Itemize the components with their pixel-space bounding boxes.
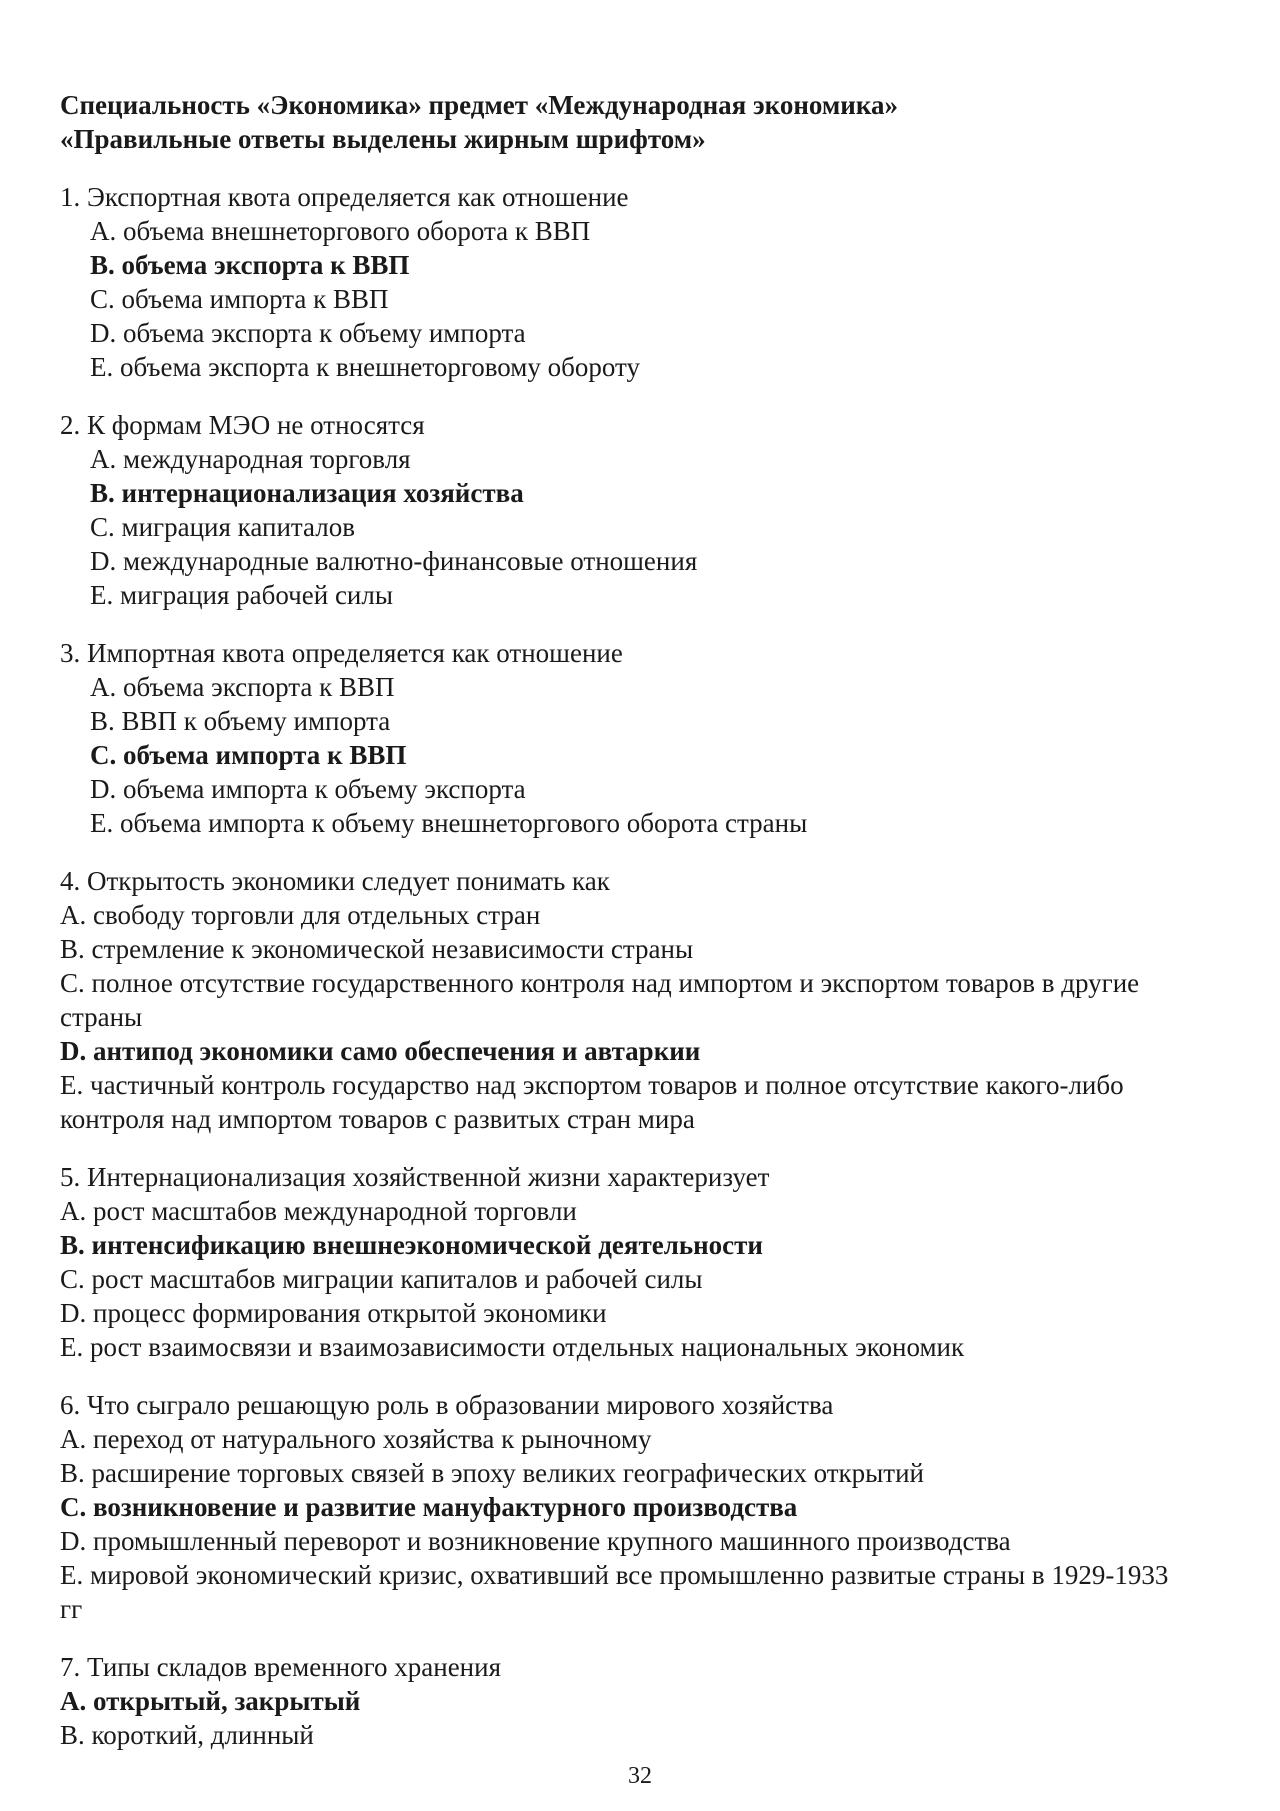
answer-option-d: D. процесс формирования открытой экономики <box>60 1298 607 1328</box>
answer-option-a: A. международная торговля <box>90 444 411 474</box>
answer-option-b: B. ВВП к объему импорта <box>90 706 391 736</box>
question-2 <box>60 408 1190 612</box>
answer-option-c: C. миграция капиталов <box>90 512 355 542</box>
answer-option-d: D. объема экспорта к объему импорта <box>90 318 526 348</box>
answer-option-c: C. полное отсутствие государственного контроля над импортом и экспортом товаров в другие страны <box>60 968 1140 1032</box>
question-4 <box>60 864 1190 1136</box>
answer-option-b-correct: B. интенсификацию внешнеэкономической деятельности <box>60 1230 763 1260</box>
answer-option-a-correct: A. открытый, закрытый <box>60 1686 361 1716</box>
answer-option-b-correct: B. интернационализация хозяйства <box>90 478 524 508</box>
answer-option-b: B. стремление к экономической независимости страны <box>60 934 694 964</box>
answer-option-d: D. международные валютно-финансовые отношения <box>90 546 698 576</box>
question-5 <box>60 1160 1190 1364</box>
heading-line-specialty: Специальность «Экономика» предмет «Международная экономика» <box>60 90 899 120</box>
question-title: 4. Открытость экономики следует понимать как <box>60 866 610 896</box>
question-7 <box>60 1650 1190 1752</box>
answer-option-b: B. короткий, длинный <box>60 1720 314 1750</box>
question-title: 1. Экспортная квота определяется как отношение <box>60 182 629 212</box>
answer-option-c: C. объема импорта к ВВП <box>90 284 389 314</box>
answer-option-d: D. промышленный переворот и возникновение крупного машинного производства <box>60 1526 1011 1556</box>
answer-option-e: E. объема импорта к объему внешнеторгового оборота страны <box>90 808 808 838</box>
question-title: 2. К формам МЭО не относятся <box>60 410 425 440</box>
question-6 <box>60 1388 1190 1626</box>
answer-option-e: E. объема экспорта к внешнеторговому обороту <box>90 352 640 382</box>
answer-option-e: E. рост взаимосвязи и взаимозависимости отдельных национальных экономик <box>60 1332 965 1362</box>
answer-option-c: C. рост масштабов миграции капиталов и рабочей силы <box>60 1264 703 1294</box>
heading-line-note: «Правильные ответы выделены жирным шрифтом» <box>60 124 706 154</box>
question-title: 6. Что сыграло решающую роль в образовании мирового хозяйства <box>60 1390 834 1420</box>
answer-option-a: A. свободу торговли для отдельных стран <box>60 900 541 930</box>
answer-option-a: A. переход от натурального хозяйства к рыночному <box>60 1424 652 1454</box>
answer-option-a: A. объема экспорта к ВВП <box>90 672 395 702</box>
document-page <box>60 88 1190 1752</box>
document-heading <box>60 88 1190 156</box>
answer-option-e: E. частичный контроль государство над экспортом товаров и полное отсутствие какого-либо контроля над импортом товаров с развитых стран мира <box>60 1070 1124 1134</box>
question-title: 7. Типы складов временного хранения <box>60 1652 501 1682</box>
answer-option-d-correct: D. антипод экономики само обеспечения и автаркии <box>60 1036 701 1066</box>
question-title: 5. Интернационализация хозяйственной жизни характеризует <box>60 1162 770 1192</box>
answer-option-a: A. рост масштабов международной торговли <box>60 1196 577 1226</box>
answer-option-e: E. миграция рабочей силы <box>90 580 393 610</box>
question-title: 3. Импортная квота определяется как отношение <box>60 638 623 668</box>
question-1 <box>60 180 1190 384</box>
answer-option-c-correct: C. возникновение и развитие мануфактурного производства <box>60 1492 798 1522</box>
question-3 <box>60 636 1190 840</box>
answer-option-b: B. расширение торговых связей в эпоху великих географических открытий <box>60 1458 924 1488</box>
answer-option-e: E. мировой экономический кризис, охвативший все промышленно развитые страны в 1929-1933 гг <box>60 1560 1169 1624</box>
page-number: 32 <box>628 1763 652 1789</box>
answer-option-b-correct: B. объема экспорта к ВВП <box>90 250 410 280</box>
answer-option-d: D. объема импорта к объему экспорта <box>90 774 526 804</box>
answer-option-a: A. объема внешнеторгового оборота к ВВП <box>90 216 591 246</box>
answer-option-c-correct: C. объема импорта к ВВП <box>90 740 407 770</box>
